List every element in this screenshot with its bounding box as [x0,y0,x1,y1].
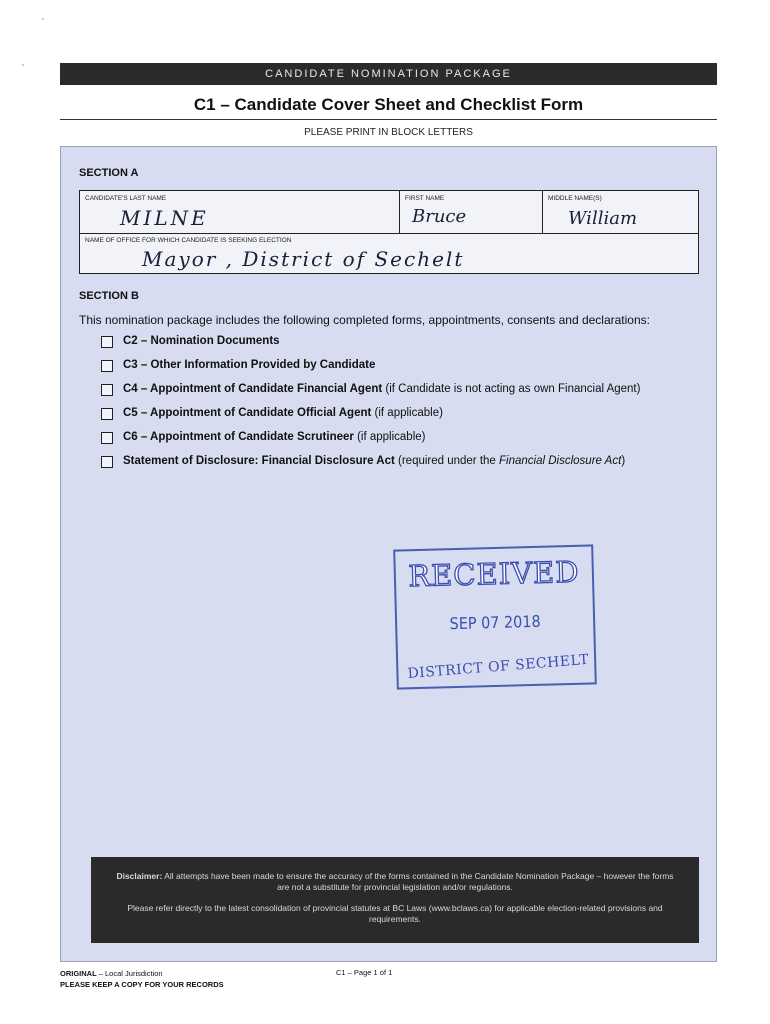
checklist-item-label: C2 – Nomination Documents [123,335,280,347]
disclaimer-paragraph [91,871,699,893]
middle-name-value: William [568,208,638,229]
office-label: NAME OF OFFICE FOR WHICH CANDIDATE IS SEEKING ELECTION [85,237,292,244]
disclaimer-reference: Please refer directly to the latest consolidation of provincial statutes at BC Laws (www.bclaws.ca) for applicable election-related provisions and requirements. [127,903,663,924]
section-b-intro: This nomination package includes the following completed forms, appointments, consents and declarations: [79,313,650,327]
received-stamp [393,544,597,689]
checklist-item-label: C4 – Appointment of Candidate Financial Agent (if Candidate is not acting as own Financial Agent) [123,383,641,395]
checklist-item-label: Statement of Disclosure: Financial Disclosure Act (required under the Financial Disclosure Act) [123,455,626,467]
office-field[interactable] [80,233,698,275]
last-name-value: MILNE [120,206,209,230]
scan-speck [22,64,24,66]
scan-speck [42,18,44,20]
checkbox[interactable] [101,384,113,396]
footer-original: ORIGINAL – Local Jurisdiction [60,969,163,978]
middle-name-label: MIDDLE NAME(S) [548,195,602,202]
section-a-heading: SECTION A [79,167,139,179]
form-title: C1 – Candidate Cover Sheet and Checklist Form [193,95,584,114]
first-name-field[interactable] [400,191,543,233]
name-row [80,191,698,234]
disclaimer-label: Disclaimer: [116,871,163,881]
footer-keep-copy: PLEASE KEEP A COPY FOR YOUR RECORDS [60,980,224,989]
checkbox[interactable] [101,456,113,468]
checklist-item-label: C5 – Appointment of Candidate Official Agent (if applicable) [123,407,443,419]
checkbox[interactable] [101,360,113,372]
stamp-title: RECEIVED [407,554,580,594]
disclaimer-box [91,857,699,943]
checkbox[interactable] [101,432,113,444]
disclaimer-text: All attempts have been made to ensure the accuracy of the forms contained in the Candidate Nomination Package – however the forms are not a substitute for provincial legislation and/or regulations. [162,871,674,892]
candidate-name-table [79,190,699,274]
page-number: C1 – Page 1 of 1 [336,968,393,977]
middle-name-field[interactable] [543,191,700,233]
package-banner: CANDIDATE NOMINATION PACKAGE [60,63,717,85]
title-divider [60,119,717,120]
stamp-date: SEP 07 2018 [449,611,541,634]
office-value: Mayor , District of Sechelt [142,247,465,271]
checkbox[interactable] [101,408,113,420]
last-name-label: CANDIDATE'S LAST NAME [85,195,167,202]
stamp-organization: DISTRICT OF SECHELT [407,651,590,683]
block-letters-instruction: PLEASE PRINT IN BLOCK LETTERS [304,127,473,138]
checklist-item-label: C3 – Other Information Provided by Candidate [123,359,376,371]
last-name-field[interactable] [80,191,400,233]
form-panel [60,146,717,962]
first-name-label: FIRST NAME [405,195,445,202]
checklist-item-label: C6 – Appointment of Candidate Scrutineer (if applicable) [123,431,426,443]
footer-copy-note [60,968,224,990]
first-name-value: Bruce [412,206,467,227]
checkbox[interactable] [101,336,113,348]
section-b-heading: SECTION B [79,290,139,302]
